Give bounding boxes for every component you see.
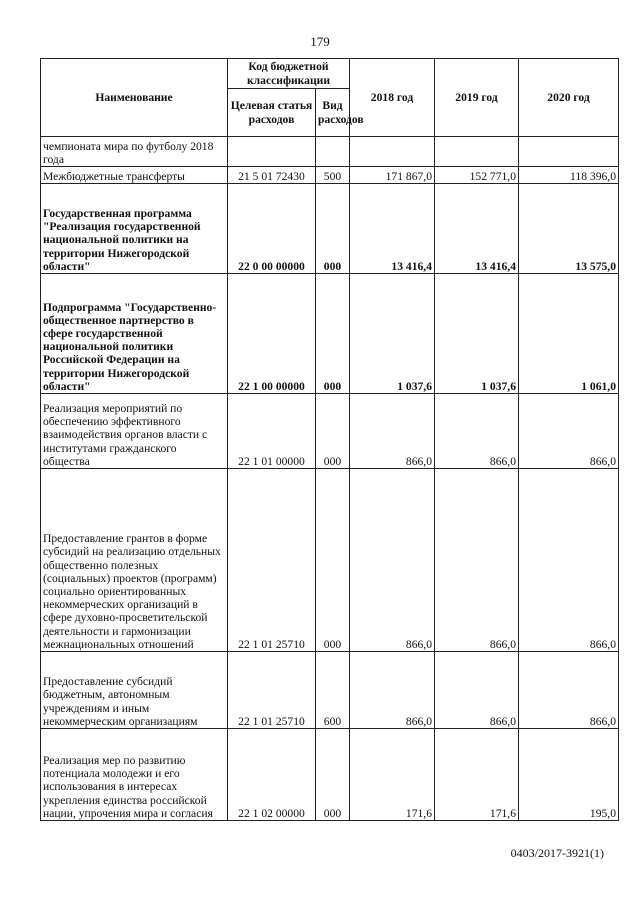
row-2018-value: 866,0 bbox=[350, 652, 435, 729]
row-name: Подпрограмма "Государственно-общественное партнерство в сфере государственной национальной политики Российской Федерации на территории Нижегородской области" bbox=[41, 274, 228, 394]
row-2020-value: 118 396,0 bbox=[519, 167, 619, 184]
table-row bbox=[41, 137, 619, 167]
row-2020-value: 866,0 bbox=[519, 652, 619, 729]
table-row bbox=[41, 469, 619, 652]
row-2020-value: 13 575,0 bbox=[519, 184, 619, 274]
row-target-code: 22 1 00 00000 bbox=[228, 274, 316, 394]
header-name: Наименование bbox=[41, 59, 228, 137]
row-expense-kind: 000 bbox=[316, 469, 350, 652]
row-target-code: 21 5 01 72430 bbox=[228, 167, 316, 184]
table-header bbox=[41, 59, 619, 137]
row-2019-value: 152 771,0 bbox=[435, 167, 519, 184]
row-2018-value: 171,6 bbox=[350, 729, 435, 821]
row-2019-value: 171,6 bbox=[435, 729, 519, 821]
header-2020: 2020 год bbox=[519, 59, 619, 137]
row-target-code: 22 1 01 25710 bbox=[228, 469, 316, 652]
page-number: 179 bbox=[310, 34, 330, 49]
row-expense-kind: 000 bbox=[316, 729, 350, 821]
table-row bbox=[41, 729, 619, 821]
document-code: 0403/2017-3921(1) bbox=[510, 846, 604, 860]
row-2018-value: 13 416,4 bbox=[350, 184, 435, 274]
row-2018-value bbox=[350, 137, 435, 167]
row-2018-value: 866,0 bbox=[350, 469, 435, 652]
row-name: чемпионата мира по футболу 2018 года bbox=[41, 137, 228, 167]
header-code-group: Код бюджетной классификации bbox=[228, 59, 350, 89]
row-target-code: 22 1 02 00000 bbox=[228, 729, 316, 821]
row-2020-value bbox=[519, 137, 619, 167]
row-2019-value bbox=[435, 137, 519, 167]
header-2018: 2018 год bbox=[350, 59, 435, 137]
row-target-code: 22 0 00 00000 bbox=[228, 184, 316, 274]
header-expense-kind: Вид расходов bbox=[316, 89, 350, 137]
row-expense-kind: 000 bbox=[316, 394, 350, 469]
table-row bbox=[41, 394, 619, 469]
row-expense-kind: 000 bbox=[316, 274, 350, 394]
row-2019-value: 866,0 bbox=[435, 394, 519, 469]
row-expense-kind: 000 bbox=[316, 184, 350, 274]
row-expense-kind bbox=[316, 137, 350, 167]
row-expense-kind: 500 bbox=[316, 167, 350, 184]
row-2020-value: 195,0 bbox=[519, 729, 619, 821]
row-name: Государственная программа "Реализация государственной национальной политики на территории Нижегородской области" bbox=[41, 184, 228, 274]
row-target-code: 22 1 01 25710 bbox=[228, 652, 316, 729]
row-expense-kind: 600 bbox=[316, 652, 350, 729]
budget-table bbox=[40, 58, 619, 821]
table-row bbox=[41, 184, 619, 274]
row-2018-value: 1 037,6 bbox=[350, 274, 435, 394]
row-name: Реализация мер по развитию потенциала молодежи и его использования в интересах укрепления единства российской нации, упрочения мира и согласия bbox=[41, 729, 228, 821]
row-2020-value: 1 061,0 bbox=[519, 274, 619, 394]
row-2019-value: 866,0 bbox=[435, 652, 519, 729]
row-2019-value: 13 416,4 bbox=[435, 184, 519, 274]
table-row bbox=[41, 167, 619, 184]
header-2019: 2019 год bbox=[435, 59, 519, 137]
row-2020-value: 866,0 bbox=[519, 394, 619, 469]
row-name: Предоставление грантов в форме субсидий на реализацию отдельных общественно полезных (социальных) проектов (программ) социально ориентированных некоммерческих организаций в сфере духовно-просветительской деятельности и гармонизации межнациональных отношений bbox=[41, 469, 228, 652]
row-2018-value: 866,0 bbox=[350, 394, 435, 469]
row-2019-value: 866,0 bbox=[435, 469, 519, 652]
table-row bbox=[41, 652, 619, 729]
row-name: Реализация мероприятий по обеспечению эффективного взаимодействия органов власти с институтами гражданского общества bbox=[41, 394, 228, 469]
row-2018-value: 171 867,0 bbox=[350, 167, 435, 184]
row-2020-value: 866,0 bbox=[519, 469, 619, 652]
row-2019-value: 1 037,6 bbox=[435, 274, 519, 394]
row-name: Предоставление субсидий бюджетным, автономным учреждениям и иным некоммерческим организациям bbox=[41, 652, 228, 729]
header-target-article: Целевая статья расходов bbox=[228, 89, 316, 137]
row-name: Межбюджетные трансферты bbox=[41, 167, 228, 184]
table-row bbox=[41, 274, 619, 394]
row-target-code bbox=[228, 137, 316, 167]
row-target-code: 22 1 01 00000 bbox=[228, 394, 316, 469]
